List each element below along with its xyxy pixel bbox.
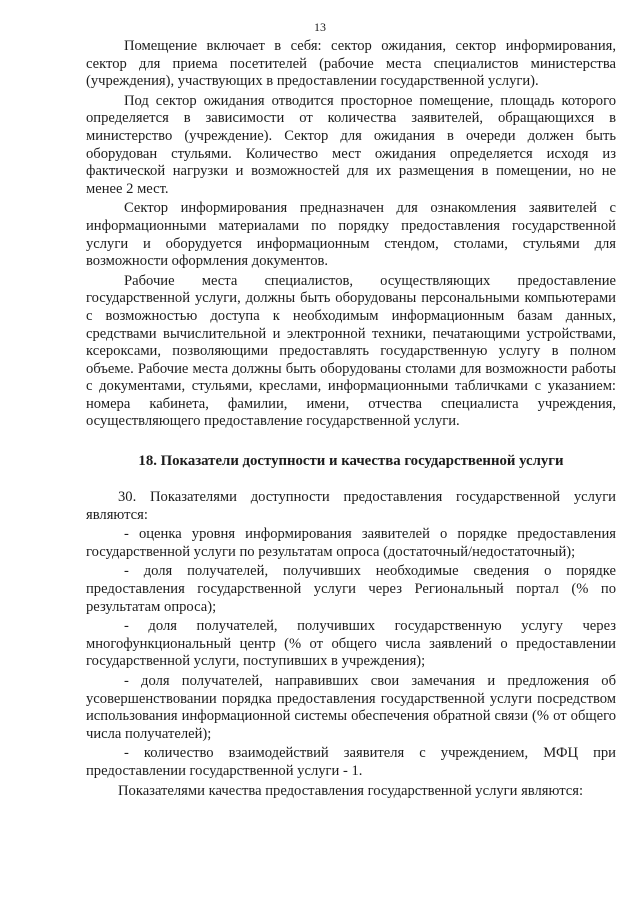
paragraph-information-sector: Сектор информирования предназначен для ознакомления заявителей с информационными материалами по порядку предоставления государственной услуги и оборудуется информационным стендом, столами, стульями для возможности оформления документов. bbox=[86, 200, 616, 270]
list-item-informing-level: - оценка уровня информирования заявителей о порядке предоставления государственной услуги по результатам опроса (достаточный/недостаточный); bbox=[86, 526, 616, 560]
page-number: 13 bbox=[314, 20, 326, 34]
paragraph-quality-indicators: Показателями качества предоставления государственной услуги являются: bbox=[118, 782, 584, 799]
document-body bbox=[86, 38, 616, 800]
paragraph-premises: Помещение включает в себя: сектор ожидания, сектор информирования, сектор для приема посетителей (рабочие места специалистов министерства (учреждения), участвующих в предоставлении государственной услуги). bbox=[86, 38, 616, 90]
paragraph-workplaces: Рабочие места специалистов, осуществляющих предоставление государственной услуги, должны быть оборудованы персональными компьютерами с возможностью доступа к необходимым информационным базам данных, средствами вычислительной и электронной техники, печатающими устройствами, ксероксами, позволяющими предоставлять государственную услугу в полном объеме. Рабочие места должны быть оборудованы столами для возможности работы с документами, стульями, креслами, информационными табличками с указанием: номера кабинета, фамилии, имени, отчества специалиста учреждения, осуществляющего предоставление государственной услуги. bbox=[86, 272, 616, 430]
paragraph-waiting-sector: Под сектор ожидания отводится просторное помещение, площадь которого определяется в зависимости от количества заявителей, обращающихся в министерство (учреждение). Сектор для ожидания в очереди должен быть оборудован стульями. Количество мест ожидания определяется исходя из фактической нагрузки и возможностей для их размещения в помещении, но не менее 2 мест. bbox=[86, 92, 616, 197]
paragraph-accessibility-indicators: 30. Показателями доступности предоставления государственной услуги являются: bbox=[86, 489, 616, 523]
list-item-regional-portal-share: - доля получателей, получивших необходимые сведения о порядке предоставления государственной услуги через Региональный портал (% по результатам опроса); bbox=[86, 563, 616, 615]
list-item-mfc-share: - доля получателей, получивших государственную услугу через многофункциональный центр (% от общего числа заявлений о предоставлении государственной услуги, поступивших в учреждения); bbox=[86, 618, 616, 670]
list-item-feedback-share: - доля получателей, направивших свои замечания и предложения об усовершенствовании порядка предоставления государственной услуги посредством использования информационной системы обеспечения обратной связи (% от общего числа получателей); bbox=[86, 673, 616, 742]
section-heading: 18. Показатели доступности и качества государственной услуги bbox=[138, 453, 564, 470]
list-item-interactions-count: - количество взаимодействий заявителя с учреждением, МФЦ при предоставлении государственной услуги - 1. bbox=[86, 745, 616, 779]
